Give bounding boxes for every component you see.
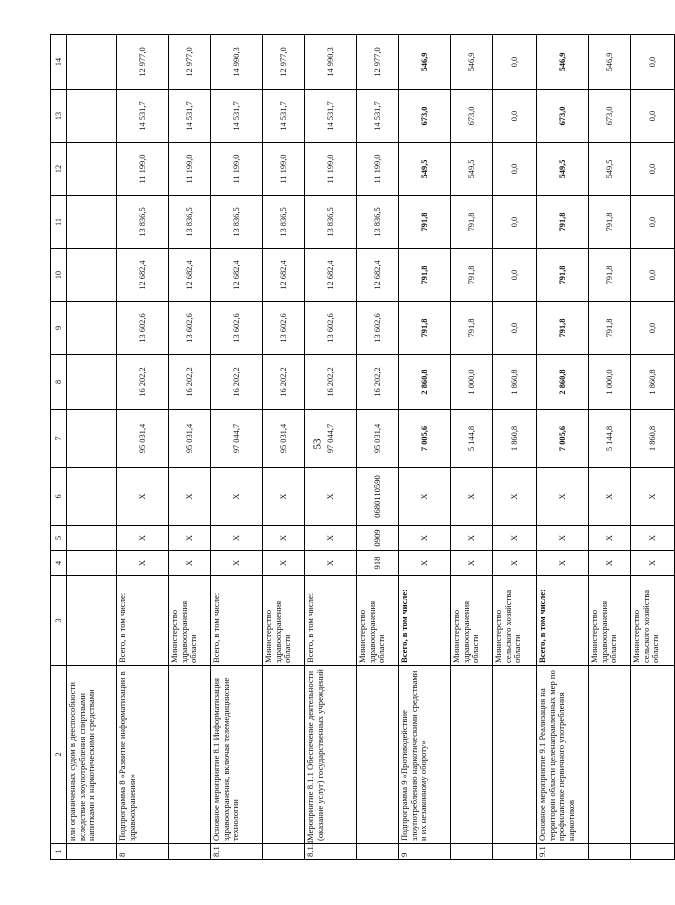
amount-cell (67, 355, 117, 410)
amount-cell: 14 990,3 (211, 35, 263, 90)
target-article-cell: Х (537, 468, 589, 526)
row-number-cell (263, 844, 305, 860)
amount-cell: 13 836,5 (211, 196, 263, 249)
program-name-cell: или ограниченных судом в дееспособности вследствие злоупотребления спиртными напитками и наркотическими средствами (67, 666, 117, 844)
amount-cell: 0,0 (493, 35, 537, 90)
amount-cell: 12 977,0 (169, 35, 211, 90)
amount-cell: 549,5 (589, 143, 631, 196)
amount-cell: 13 602,6 (305, 302, 357, 355)
target-article-cell: Х (399, 468, 451, 526)
amount-cell: 0,0 (493, 196, 537, 249)
program-name-cell: Подпрограмма 8 «Развитие информатизации в здравоохранении» (117, 666, 169, 844)
amount-cell: 791,8 (537, 302, 589, 355)
amount-cell: 95 031,4 (169, 410, 211, 468)
amount-cell: 0,0 (631, 35, 675, 90)
amount-cell: 791,8 (589, 249, 631, 302)
amount-cell: 13 836,5 (169, 196, 211, 249)
column-header: 6 (51, 468, 67, 526)
amount-cell: 673,0 (451, 90, 493, 143)
amount-cell: 0,0 (493, 90, 537, 143)
amount-cell: 791,8 (399, 249, 451, 302)
amount-cell (67, 196, 117, 249)
amount-cell: 1 860,8 (493, 355, 537, 410)
amount-cell: 791,8 (451, 302, 493, 355)
amount-cell: 14 531,7 (169, 90, 211, 143)
grbs-code-cell: Х (263, 551, 305, 576)
amount-cell: 13 602,6 (357, 302, 399, 355)
rotated-table-sheet (50, 35, 661, 860)
amount-cell: 16 202,2 (305, 355, 357, 410)
program-name-cell (589, 666, 631, 844)
amount-cell: 1 860,8 (631, 355, 675, 410)
table-body (67, 35, 675, 860)
amount-cell: 12 977,0 (263, 35, 305, 90)
amount-cell (67, 249, 117, 302)
section-code-cell: Х (211, 526, 263, 551)
amount-cell: 14 531,7 (263, 90, 305, 143)
table-row (211, 35, 263, 860)
section-code-cell: Х (589, 526, 631, 551)
amount-cell: 549,5 (451, 143, 493, 196)
amount-cell: 1 000,0 (451, 355, 493, 410)
amount-cell (67, 90, 117, 143)
target-article-cell: Х (589, 468, 631, 526)
program-name-cell: Мероприятие 8.1.1 Обеспечение деятельности (оказание услуг) государственных учреждений (305, 666, 357, 844)
section-code-cell (67, 526, 117, 551)
section-code-cell: Х (117, 526, 169, 551)
column-header: 14 (51, 35, 67, 90)
amount-cell: 14 531,7 (211, 90, 263, 143)
amount-cell (67, 302, 117, 355)
section-code-cell: Х (169, 526, 211, 551)
program-name-cell (169, 666, 211, 844)
amount-cell: 673,0 (399, 90, 451, 143)
amount-cell: 13 836,5 (357, 196, 399, 249)
executor-cell: Всего, в том числе: (117, 576, 169, 666)
amount-cell: 95 031,4 (117, 410, 169, 468)
amount-cell: 791,8 (399, 196, 451, 249)
amount-cell: 13 836,5 (263, 196, 305, 249)
amount-cell: 16 202,2 (357, 355, 399, 410)
table-row (451, 35, 493, 860)
amount-cell: 95 031,4 (357, 410, 399, 468)
executor-cell (67, 576, 117, 666)
amount-cell: 7 005,6 (537, 410, 589, 468)
grbs-code-cell: Х (169, 551, 211, 576)
amount-cell: 12 682,4 (357, 249, 399, 302)
program-name-cell (263, 666, 305, 844)
amount-cell: 0,0 (493, 143, 537, 196)
amount-cell: 12 682,4 (305, 249, 357, 302)
target-article-cell: Х (117, 468, 169, 526)
executor-cell: Министерство здравоохранения области (589, 576, 631, 666)
program-name-cell (493, 666, 537, 844)
program-name-cell: Подпрограмма 9 «Противодействие злоупотреблению наркотическими средствами и их незаконному обороту» (399, 666, 451, 844)
section-code-cell: Х (263, 526, 305, 551)
amount-cell: 12 977,0 (357, 35, 399, 90)
amount-cell: 12 682,4 (263, 249, 305, 302)
amount-cell (67, 410, 117, 468)
row-number-cell (493, 844, 537, 860)
program-name-cell (631, 666, 675, 844)
grbs-code-cell: Х (493, 551, 537, 576)
row-number-cell: 8.1.1 (305, 844, 357, 860)
column-header: 11 (51, 196, 67, 249)
section-code-cell: Х (631, 526, 675, 551)
program-name-cell: Основное мероприятие 9.1 Реализация на территории области целенаправленных мер по профилактике первичного употребления наркотиков (537, 666, 589, 844)
amount-cell: 13 602,6 (169, 302, 211, 355)
executor-cell: Министерство здравоохранения области (169, 576, 211, 666)
program-name-cell: Основное мероприятие 8.1 Информатизация здравоохранения, включая телемедицинские технологии (211, 666, 263, 844)
table-row (357, 35, 399, 860)
executor-cell: Министерство сельского хозяйства области (631, 576, 675, 666)
amount-cell: 673,0 (589, 90, 631, 143)
amount-cell: 546,9 (589, 35, 631, 90)
grbs-code-cell: Х (305, 551, 357, 576)
amount-cell: 673,0 (537, 90, 589, 143)
row-number-cell: 8.1 (211, 844, 263, 860)
amount-cell: 2 860,8 (399, 355, 451, 410)
amount-cell: 11 199,0 (357, 143, 399, 196)
column-header: 13 (51, 90, 67, 143)
column-header: 10 (51, 249, 67, 302)
row-number-cell (589, 844, 631, 860)
amount-cell: 791,8 (537, 196, 589, 249)
amount-cell: 16 202,2 (263, 355, 305, 410)
section-code-cell: Х (451, 526, 493, 551)
row-number-cell: 9.1 (537, 844, 589, 860)
row-number-cell (631, 844, 675, 860)
amount-cell: 0,0 (493, 249, 537, 302)
target-article-cell: Х (263, 468, 305, 526)
grbs-code-cell: Х (451, 551, 493, 576)
amount-cell: 1 860,8 (493, 410, 537, 468)
table-row (537, 35, 589, 860)
amount-cell: 791,8 (399, 302, 451, 355)
executor-cell: Министерство здравоохранения области (357, 576, 399, 666)
amount-cell: 0,0 (631, 196, 675, 249)
section-code-cell: 0909 (357, 526, 399, 551)
amount-cell: 11 199,0 (263, 143, 305, 196)
target-article-cell: Х (451, 468, 493, 526)
grbs-code-cell: Х (537, 551, 589, 576)
grbs-code-cell: Х (399, 551, 451, 576)
table-header (51, 35, 67, 860)
row-number-cell (357, 844, 399, 860)
executor-cell: Министерство сельского хозяйства области (493, 576, 537, 666)
target-article-cell: Х (631, 468, 675, 526)
executor-cell: Всего, в том числе: (305, 576, 357, 666)
amount-cell: 5 144,8 (589, 410, 631, 468)
target-article-cell: Х (211, 468, 263, 526)
table-row (305, 35, 357, 860)
amount-cell: 549,5 (399, 143, 451, 196)
table-row (493, 35, 537, 860)
budget-table (50, 34, 675, 860)
program-name-cell (357, 666, 399, 844)
amount-cell: 12 682,4 (169, 249, 211, 302)
amount-cell: 97 044,7 (305, 410, 357, 468)
section-code-cell: Х (537, 526, 589, 551)
amount-cell: 546,9 (451, 35, 493, 90)
amount-cell: 0,0 (631, 249, 675, 302)
column-header: 12 (51, 143, 67, 196)
amount-cell: 13 602,6 (211, 302, 263, 355)
column-header: 7 (51, 410, 67, 468)
executor-cell: Министерство здравоохранения области (451, 576, 493, 666)
column-header: 8 (51, 355, 67, 410)
amount-cell: 546,9 (399, 35, 451, 90)
amount-cell: 12 682,4 (117, 249, 169, 302)
amount-cell: 13 602,6 (117, 302, 169, 355)
page-number: 53 (311, 438, 324, 450)
amount-cell: 97 044,7 (211, 410, 263, 468)
amount-cell: 791,8 (589, 302, 631, 355)
amount-cell: 791,8 (451, 196, 493, 249)
amount-cell: 2 860,8 (537, 355, 589, 410)
column-header: 4 (51, 551, 67, 576)
amount-cell: 13 602,6 (263, 302, 305, 355)
program-name-cell (451, 666, 493, 844)
amount-cell: 1 860,8 (631, 410, 675, 468)
amount-cell: 95 031,4 (263, 410, 305, 468)
amount-cell: 791,8 (589, 196, 631, 249)
amount-cell: 11 199,0 (117, 143, 169, 196)
amount-cell: 11 199,0 (211, 143, 263, 196)
executor-cell: Министерство здравоохранения области (263, 576, 305, 666)
table-row (631, 35, 675, 860)
row-number-cell: 8 (117, 844, 169, 860)
section-code-cell: Х (399, 526, 451, 551)
grbs-code-cell (67, 551, 117, 576)
table-row (117, 35, 169, 860)
table-row (169, 35, 211, 860)
column-header: 1 (51, 844, 67, 860)
column-header: 9 (51, 302, 67, 355)
amount-cell (67, 35, 117, 90)
amount-cell: 0,0 (631, 143, 675, 196)
amount-cell: 7 005,6 (399, 410, 451, 468)
amount-cell: 13 836,5 (117, 196, 169, 249)
amount-cell: 1 000,0 (589, 355, 631, 410)
amount-cell: 12 977,0 (117, 35, 169, 90)
target-article-cell: Х (493, 468, 537, 526)
amount-cell: 13 836,5 (305, 196, 357, 249)
amount-cell: 791,8 (537, 249, 589, 302)
amount-cell: 11 199,0 (169, 143, 211, 196)
amount-cell: 14 531,7 (357, 90, 399, 143)
table-row (263, 35, 305, 860)
executor-cell: Всего, в том числе: (537, 576, 589, 666)
row-number-cell (451, 844, 493, 860)
amount-cell: 0,0 (631, 90, 675, 143)
target-article-cell (67, 468, 117, 526)
amount-cell: 0,0 (493, 302, 537, 355)
grbs-code-cell: Х (117, 551, 169, 576)
target-article-cell: Х (305, 468, 357, 526)
grbs-code-cell: Х (589, 551, 631, 576)
column-header: 2 (51, 666, 67, 844)
amount-cell: 549,5 (537, 143, 589, 196)
amount-cell: 16 202,2 (169, 355, 211, 410)
target-article-cell: 0680110590 (357, 468, 399, 526)
executor-cell: Всего, в том числе: (399, 576, 451, 666)
row-number-cell (67, 844, 117, 860)
section-code-cell: Х (493, 526, 537, 551)
amount-cell: 14 531,7 (117, 90, 169, 143)
amount-cell: 5 144,8 (451, 410, 493, 468)
amount-cell: 14 990,3 (305, 35, 357, 90)
amount-cell (67, 143, 117, 196)
amount-cell: 11 199,0 (305, 143, 357, 196)
amount-cell: 0,0 (631, 302, 675, 355)
column-header: 5 (51, 526, 67, 551)
row-number-cell (169, 844, 211, 860)
section-code-cell: Х (305, 526, 357, 551)
amount-cell: 12 682,4 (211, 249, 263, 302)
table-row (67, 35, 117, 860)
grbs-code-cell: 918 (357, 551, 399, 576)
table-rotation-frame (50, 35, 661, 860)
amount-cell: 546,9 (537, 35, 589, 90)
amount-cell: 14 531,7 (305, 90, 357, 143)
amount-cell: 791,8 (451, 249, 493, 302)
amount-cell: 16 202,2 (211, 355, 263, 410)
column-header: 3 (51, 576, 67, 666)
table-row (589, 35, 631, 860)
row-number-cell: 9 (399, 844, 451, 860)
executor-cell: Всего, в том числе: (211, 576, 263, 666)
amount-cell: 16 202,2 (117, 355, 169, 410)
grbs-code-cell: Х (631, 551, 675, 576)
table-row (399, 35, 451, 860)
grbs-code-cell: Х (211, 551, 263, 576)
target-article-cell: Х (169, 468, 211, 526)
